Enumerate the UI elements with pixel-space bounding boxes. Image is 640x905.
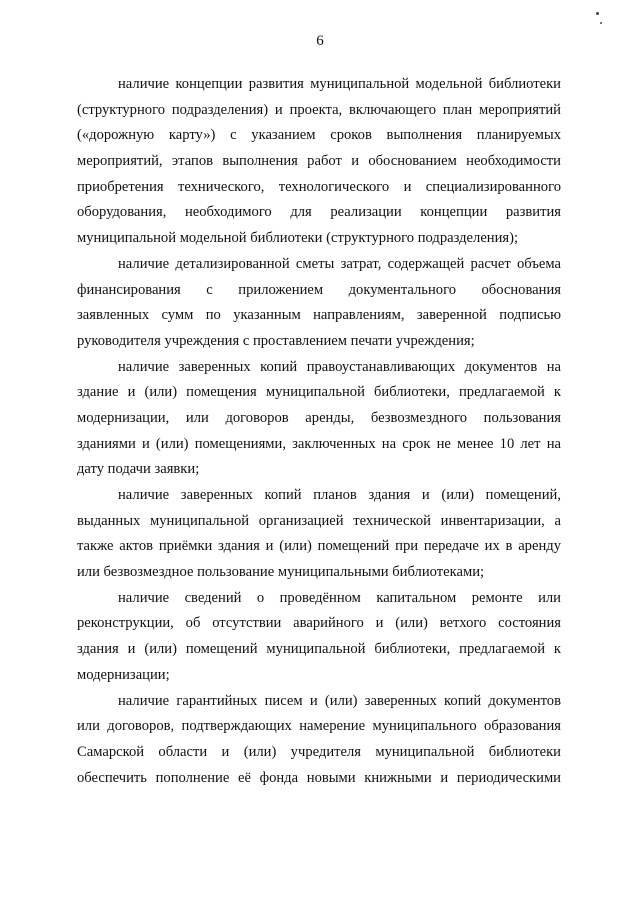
text-line: зданиями и (или) помещениями, заключенных на срок не менее 10 лет на: [77, 435, 561, 452]
text-line: заявленных сумм по указанным направлениям, заверенной подписью: [77, 307, 561, 324]
text-line: обеспечить пополнение её фонда новыми книжными и периодическими: [77, 769, 561, 786]
text-line: (структурного подразделения) и проекта, включающего план мероприятий: [77, 101, 561, 118]
text-line: муниципальной модельной библиотеки (структурного подразделения);: [77, 230, 519, 247]
text-line: Самарской области и (или) учредителя муниципальной библиотеки: [77, 743, 561, 760]
scan-speck: [596, 12, 599, 15]
text-line: («дорожную карту») с указанием сроков выполнения планируемых: [77, 127, 561, 144]
text-line: приобретения технического, технологического и специализированного: [77, 178, 561, 195]
text-line: дату подачи заявки;: [77, 461, 200, 478]
scan-speck: [600, 22, 602, 24]
page-number: 6: [316, 33, 324, 49]
text-line: финансирования с приложением документального обоснования: [77, 281, 561, 298]
text-line: наличие заверенных копий планов здания и (или) помещений,: [118, 487, 561, 503]
paragraph-title-documents: [77, 355, 561, 483]
text-line: наличие концепции развития муниципальной модельной библиотеки: [118, 76, 561, 92]
text-line: здания и (или) помещений муниципальной библиотеки, предлагаемой к: [77, 641, 561, 658]
text-line: модернизации, или договоров аренды, безвозмездного пользования: [77, 409, 561, 426]
paragraph-concept: [77, 72, 561, 252]
text-line: наличие сведений о проведённом капитальном ремонте или: [118, 589, 561, 606]
text-line: оборудования, необходимого для реализации концепции развития: [77, 204, 561, 221]
text-line: наличие заверенных копий правоустанавливающих документов на: [118, 358, 561, 375]
document-body: [77, 72, 561, 791]
text-line: наличие гарантийных писем и (или) заверенных копий документов: [118, 692, 561, 709]
text-line: модернизации;: [77, 666, 170, 683]
text-line: руководителя учреждения с проставлением печати учреждения;: [77, 332, 475, 349]
text-line: мероприятий, этапов выполнения работ и обоснованием необходимости: [77, 153, 561, 170]
paragraph-guarantee-letters: [77, 689, 561, 792]
text-line: реконструкции, об отсутствии аварийного и (или) ветхого состояния: [77, 615, 561, 632]
paragraph-building-plans: [77, 483, 561, 586]
text-line: также актов приёмки здания и (или) помещений при передаче их в аренду: [77, 538, 561, 555]
paragraph-repair-info: [77, 586, 561, 689]
paragraph-estimate: [77, 252, 561, 355]
text-line: здание и (или) помещения муниципальной библиотеки, предлагаемой к: [77, 384, 561, 401]
text-line: или безвозмездное пользование муниципальными библиотеками;: [77, 564, 485, 581]
text-line: или договоров, подтверждающих намерение муниципального образования: [77, 718, 561, 735]
text-line: выданных муниципальной организацией технической инвентаризации, а: [77, 512, 561, 529]
text-line: наличие детализированной сметы затрат, содержащей расчет объема: [118, 255, 561, 272]
